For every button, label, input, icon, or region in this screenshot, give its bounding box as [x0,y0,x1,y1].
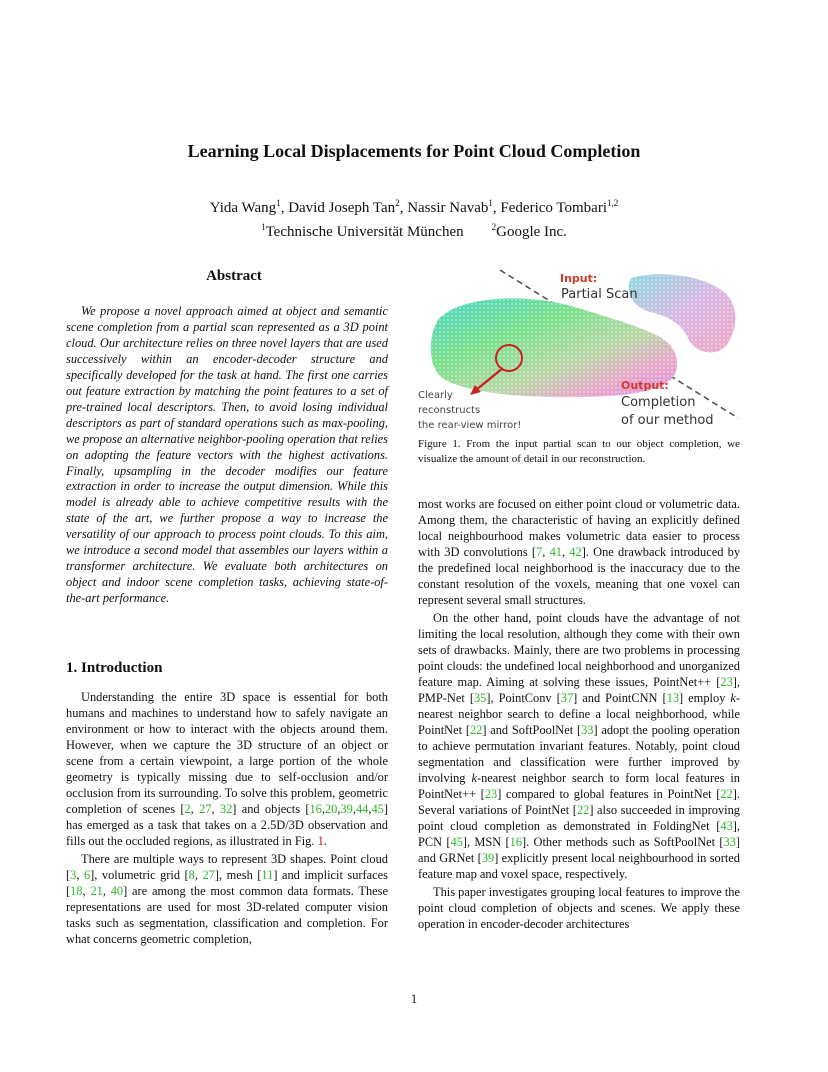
citation-link[interactable]: 40 [110,884,124,898]
citation-link[interactable]: 3 [70,868,77,882]
citation-link[interactable]: 22 [720,787,733,801]
figure-note-line: Clearly [418,390,453,401]
citation-link[interactable]: 27 [202,868,215,882]
figure-input-label: Input: [560,272,598,285]
citation-link[interactable]: 35 [473,691,487,705]
citation-link[interactable]: 23 [720,675,733,689]
affiliation-list: $^1$Technische Universität München $^2$Google Inc. [261,222,567,240]
author-name: David Joseph Tan [288,200,396,216]
citation-link[interactable]: 33 [723,835,736,849]
paragraph: Understanding the entire 3D space is essential for both humans and machines to understand how to safely navigate an environment or how to interact with the objects around them. However, when we capture the 3D structure of an object or scene from a certain viewpoint, a large portion of the whole geometry is typically missing due to self-occlusion and/or occlusion from its surrounding. To solve this problem, geometric completion of scenes [2, 27, 32] and objects [16,20,39,44,45] has emerged as a task that takes on a 2.5D/3D observation and fills out the occluded regions, as illustrated in Fig. 1. [66,690,388,848]
figure-output-label: Output: [621,379,669,392]
author-name: Yida Wang [209,200,277,216]
citation-link[interactable]: 27 [199,802,212,816]
author-affiliation-mark: 1 [488,198,493,208]
citation-link[interactable]: 41 [549,545,562,559]
paragraph: most works are focused on either point cloud or volumetric data. Among them, the characteristic of having an explicitly defined local neighbourhood makes volumetric data easier to process with 3D convolutions [7, 41, 42]. One drawback introduced by the predefined local neighborhood is the inaccuracy due to the constant resolution of the voxels, meaning that one voxel can represent several small structures. [418,497,741,607]
citation-link[interactable]: 11 [261,868,274,882]
citation-link[interactable]: 39 [340,802,353,816]
figure-1 [418,266,740,434]
author-list: Yida Wang$^1$, David Joseph Tan$^2$, Nassir Navab$^1$, Federico Tombari$^{1,2}$ [209,198,619,216]
figure-note-line: the rear-view mirror! [418,420,522,431]
affiliation: Technische Universität München [265,224,464,240]
figure-link[interactable]: 1 [317,834,324,848]
citation-link[interactable]: 23 [484,787,498,801]
right-column-body [418,496,740,932]
citation-link[interactable]: 22 [576,803,590,817]
citation-link[interactable]: 13 [666,691,680,705]
paper-title: Learning Local Displacements for Point Cloud Completion [187,141,641,161]
author-affiliation-mark: 1 [276,198,281,208]
page-number: 1 [410,992,418,1006]
citation-link[interactable]: 44 [355,802,369,816]
citation-link[interactable]: 45 [371,802,384,816]
citation-link[interactable]: 16 [309,802,322,816]
citation-link[interactable]: 20 [324,802,338,816]
citation-link[interactable]: 33 [581,723,594,737]
citation-link[interactable]: 2 [184,802,191,816]
author-block [0,194,828,242]
citation-link[interactable]: 18 [70,884,83,898]
figure-output-line: Completion [621,395,696,410]
paragraph: This paper investigates grouping local features to improve the point cloud completion of objects and scenes. We apply these operation in encoder-decoder architectures [418,885,740,931]
author-affiliation-mark: 2 [395,198,400,208]
author-name: Federico Tombari [500,200,607,216]
citation-link[interactable]: 39 [481,851,495,865]
citation-link[interactable]: 45 [450,835,463,849]
citation-link[interactable]: 21 [90,884,103,898]
author-affiliation-mark: 1,2 [606,198,619,208]
abstract-heading: Abstract [206,268,262,284]
figure-note-line: reconstructs [418,405,481,416]
citation-link[interactable]: 7 [536,545,543,559]
figure-input-text: Partial Scan [561,287,638,302]
citation-link[interactable]: 37 [560,691,574,705]
figure-caption: Figure 1. From the input partial scan to our object completion, we visualize the amount of detail in our reconstruction. [418,438,740,465]
figure-output-line: of our method [621,413,714,428]
citation-link[interactable]: 42 [569,545,582,559]
citation-link[interactable]: 22 [469,723,483,737]
paragraph: On the other hand, point clouds have the advantage of not limiting the local resolution, although they come with their own sets of drawbacks. Mainly, there are two problems in processing point clouds: the undefined local neighborhood and unorganized feature map. Aiming at solving these issues, PointNet++ [23], PMP-Net [35], PointConv [37] and PointCNN [13] employ k-nearest neighbor search to define a local neighborhood, while PointNet [22] and SoftPoolNet [33] adopt the pooling operation to achieve permutation invariant features. Notably, point cloud segmentation and classification were further improved by involving k-nearest neighbor search to form local features in PointNet++ [23] compared to global features in PointNet [22]. Several variations of PointNet [22] also succeeded in improving point cloud completion as demonstrated in FoldingNet [43], PCN [45], MSN [16]. Other methods such as SoftPoolNet [33] and GRNet [39] explicitly present local neighbourhood in sorted feature map and voxel space, respectively. [418,611,741,881]
affiliation: Google Inc. [496,224,567,240]
citation-link[interactable]: 32 [219,802,233,816]
section-heading-introduction: 1. Introduction [66,660,163,676]
abstract-text: We propose a novel approach aimed at object and semantic scene completion from a partial scan represented as a 3D point cloud. Our architecture relies on three novel layers that are used successively within an encoder-decoder structure and specifically developed for the task at hand. The first one carries out feature extraction by matching the point features to a set of pre-trained local descriptors. Then, to avoid losing individual descriptors as part of standard operations such as max-pooling, we propose an alternative neighbor-pooling operation that relies on adopting the feature vectors with the highest activations. Finally, upsampling in the decoder modifies our feature extraction in order to increase the output dimension. While this model is already able to achieve competitive results with the state of the art, we further propose a way to increase the versatility of our approach to process point clouds. To this aim, we introduce a second model that assembles our layers within a transformer architecture. We evaluate both architectures on object and indoor scene completion tasks, achieving state-of-the-art performance. [66,304,388,606]
left-column-body [66,689,388,947]
citation-link[interactable]: 16 [509,835,523,849]
citation-link[interactable]: 43 [720,819,733,833]
citation-link[interactable]: 8 [188,868,195,882]
citation-link[interactable]: 6 [83,868,91,882]
paragraph: There are multiple ways to represent 3D shapes. Point cloud [3, 6], volumetric grid [8, 27], mesh [11] and implicit surfaces [18, 21, 40] are among the most common data formats. These representations are used for most 3D-related computer vision tasks such as segmentation, classification and completion. For what concerns geometric completion, [66,852,388,946]
author-name: Nassir Navab [407,200,489,216]
